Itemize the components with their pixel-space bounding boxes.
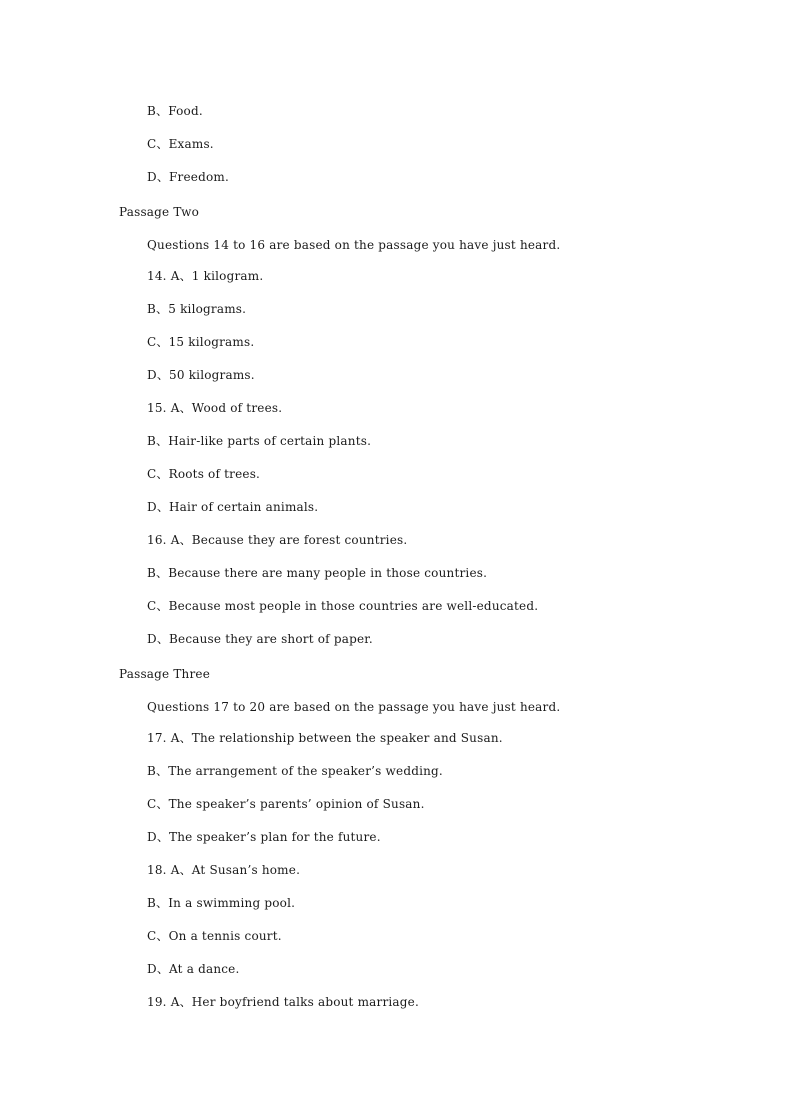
option-line: C、The speaker’s parents’ opinion of Susan. — [147, 797, 425, 811]
option-line: C、Because most people in those countries are well-educated. — [147, 599, 539, 613]
option-line: D、At a dance. — [147, 962, 240, 976]
option-line: B、In a swimming pool. — [147, 896, 296, 910]
question-line: 16. A、Because they are forest countries. — [147, 533, 408, 547]
instruction-line: Questions 17 to 20 are based on the passage you have just heard. — [147, 700, 561, 714]
option-line: C、Exams. — [147, 137, 214, 151]
option-line: B、Hair-like parts of certain plants. — [147, 434, 372, 448]
instruction-line: Questions 14 to 16 are based on the passage you have just heard. — [147, 238, 561, 252]
option-line: C、On a tennis court. — [147, 929, 282, 943]
option-line: D、The speaker’s plan for the future. — [147, 830, 381, 844]
question-line: 19. A、Her boyfriend talks about marriage. — [147, 995, 419, 1009]
option-line: C、Roots of trees. — [147, 467, 261, 481]
question-line: 14. A、1 kilogram. — [147, 269, 264, 283]
option-line: B、5 kilograms. — [147, 302, 247, 316]
option-line: B、The arrangement of the speaker’s wedding. — [147, 764, 443, 778]
question-line: 18. A、At Susan’s home. — [147, 863, 301, 877]
option-line: B、Food. — [147, 104, 203, 118]
option-line: D、Hair of certain animals. — [147, 500, 319, 514]
option-line: C、15 kilograms. — [147, 335, 255, 349]
question-line: 15. A、Wood of trees. — [147, 401, 283, 415]
section-heading: Passage Three — [119, 667, 211, 681]
option-line: B、Because there are many people in those countries. — [147, 566, 488, 580]
question-line: 17. A、The relationship between the speaker and Susan. — [147, 731, 503, 745]
option-line: D、Freedom. — [147, 170, 229, 184]
section-heading: Passage Two — [119, 205, 200, 219]
option-line: D、50 kilograms. — [147, 368, 255, 382]
option-line: D、Because they are short of paper. — [147, 632, 373, 646]
